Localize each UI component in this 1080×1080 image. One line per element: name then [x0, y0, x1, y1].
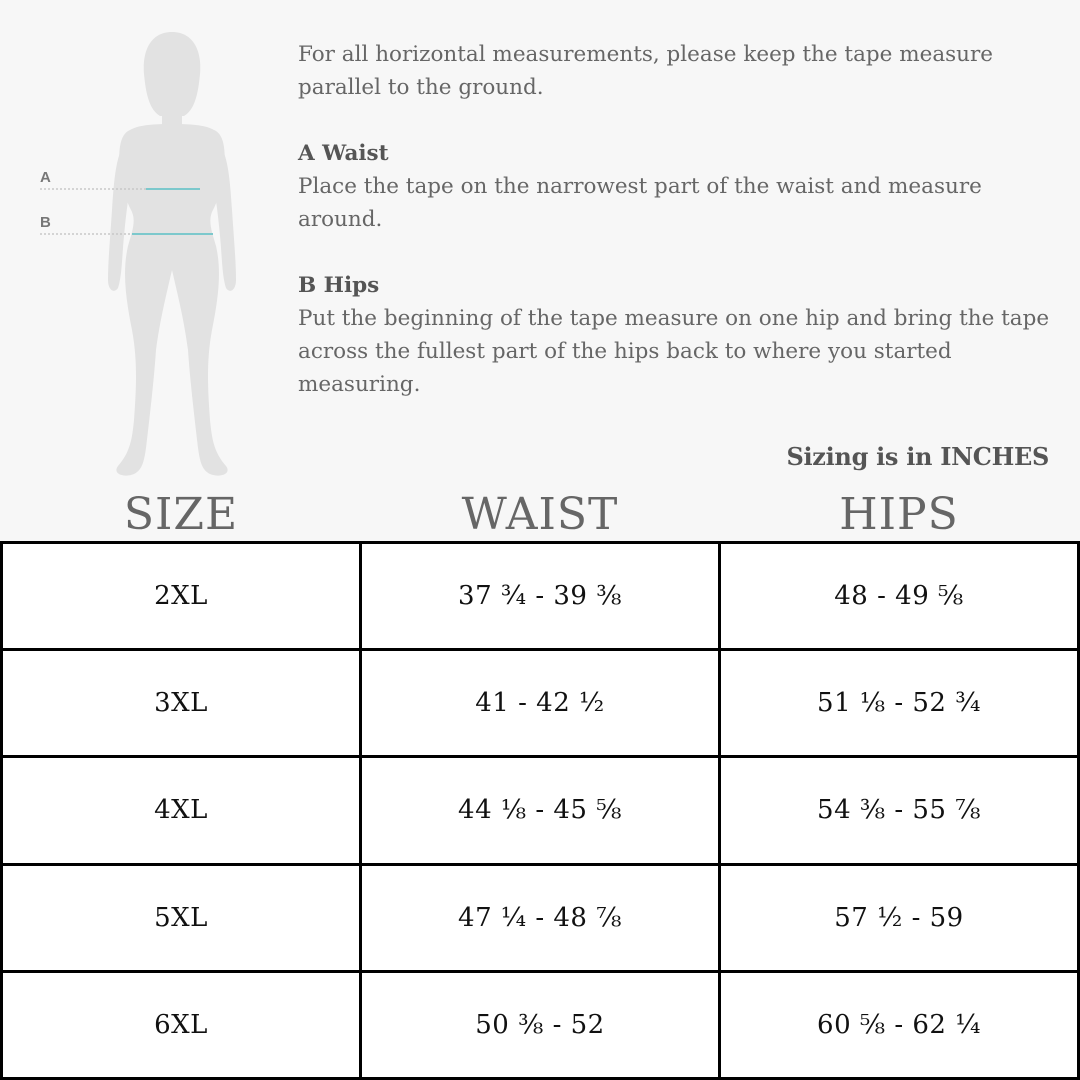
waist-cell: 50 ⅜ - 52 [361, 971, 720, 1078]
hips-column-header: HIPS [839, 489, 959, 540]
size-cell: 5XL [2, 864, 361, 971]
hips-cell: 60 ⅝ - 62 ¼ [720, 971, 1079, 1078]
units-note: Sizing is in INCHES [786, 442, 1049, 471]
waist-cell: 41 - 42 ½ [361, 650, 720, 757]
female-silhouette-icon [0, 0, 290, 490]
waist-marker-label: A [40, 169, 51, 186]
table-row [2, 650, 1079, 757]
table-row [2, 971, 1079, 1078]
hips-cell: 48 - 49 ⅝ [720, 543, 1079, 650]
table-row [2, 864, 1079, 971]
measurement-instructions [298, 38, 1058, 401]
table-row [2, 543, 1079, 650]
hips-text: Put the beginning of the tape measure on one hip and bring the tape across the fullest part of the hips back to where you started measuring. [298, 306, 1050, 397]
waist-column-header: WAIST [461, 489, 619, 540]
waist-cell: 44 ⅛ - 45 ⅝ [361, 757, 720, 864]
hips-cell: 51 ⅛ - 52 ¾ [720, 650, 1079, 757]
hips-cell: 54 ⅜ - 55 ⅞ [720, 757, 1079, 864]
size-cell: 2XL [2, 543, 361, 650]
hips-marker-label: B [40, 214, 51, 231]
size-cell: 4XL [2, 757, 361, 864]
hips-instructions [298, 269, 1058, 401]
waist-heading: A Waist [298, 141, 389, 166]
hips-cell: 57 ½ - 59 [720, 864, 1079, 971]
size-cell: 3XL [2, 650, 361, 757]
waist-cell: 37 ¾ - 39 ⅜ [361, 543, 720, 650]
waist-text: Place the tape on the narrowest part of the waist and measure around. [298, 174, 982, 232]
table-row [2, 757, 1079, 864]
size-chart-table [0, 541, 1080, 1080]
size-cell: 6XL [2, 971, 361, 1078]
size-column-header: SIZE [123, 489, 239, 540]
intro-text: For all horizontal measurements, please keep the tape measure parallel to the ground. [298, 42, 994, 100]
body-figure-illustration [0, 0, 290, 490]
hips-heading: B Hips [298, 273, 380, 298]
waist-cell: 47 ¼ - 48 ⅞ [361, 864, 720, 971]
waist-instructions [298, 137, 1058, 236]
